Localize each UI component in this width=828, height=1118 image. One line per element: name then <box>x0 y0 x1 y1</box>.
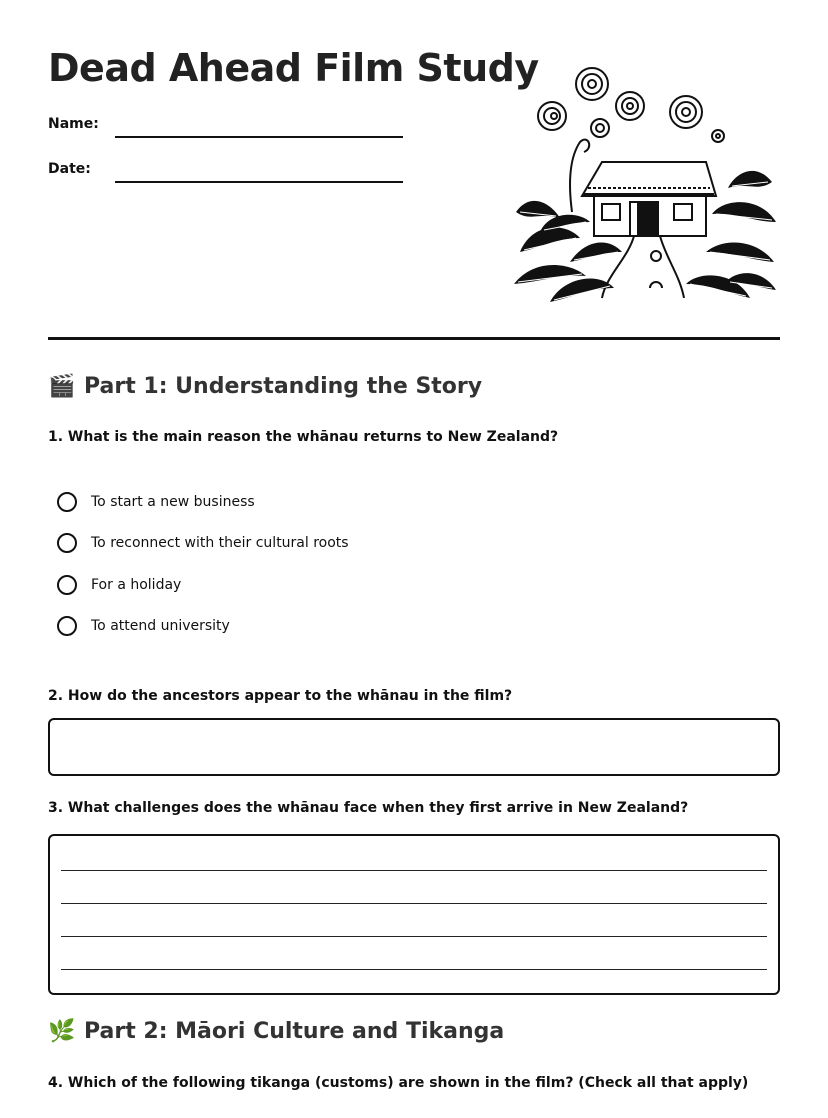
page-title: Dead Ahead Film Study <box>48 46 539 90</box>
clapperboard-icon: 🎬 <box>48 374 76 399</box>
radio-button[interactable] <box>57 575 77 595</box>
option-label: To reconnect with their cultural roots <box>91 535 349 551</box>
name-field-row <box>48 116 403 132</box>
q1-option-3[interactable] <box>57 575 181 595</box>
writing-line <box>61 903 767 904</box>
question-2: 2. How do the ancestors appear to the whānau in the film? <box>48 688 513 704</box>
part1-heading <box>48 374 482 399</box>
writing-line <box>61 936 767 937</box>
writing-line <box>61 870 767 871</box>
q1-option-2[interactable] <box>57 533 349 553</box>
question-1: 1. What is the main reason the whānau returns to New Zealand? <box>48 429 559 445</box>
q1-option-4[interactable] <box>57 616 230 636</box>
name-field[interactable] <box>115 136 403 138</box>
date-field[interactable] <box>115 181 403 183</box>
part2-title: Part 2: Māori Culture and Tikanga <box>84 1019 505 1044</box>
q1-option-1[interactable] <box>57 492 255 512</box>
q3-answer-box[interactable] <box>48 834 780 995</box>
part1-title: Part 1: Understanding the Story <box>84 374 483 399</box>
writing-line <box>61 969 767 970</box>
radio-button[interactable] <box>57 533 77 553</box>
date-field-row <box>48 161 403 177</box>
option-label: For a holiday <box>91 577 182 593</box>
option-label: To start a new business <box>91 494 255 510</box>
radio-button[interactable] <box>57 616 77 636</box>
name-label: Name: <box>48 116 99 132</box>
question-4: 4. Which of the following tikanga (customs) are shown in the film? (Check all that apply) <box>48 1075 749 1091</box>
q2-answer-box[interactable] <box>48 718 780 776</box>
part2-heading <box>48 1019 504 1044</box>
swirl-clouds <box>538 68 724 142</box>
whare-illustration <box>510 62 780 302</box>
option-label: To attend university <box>91 618 230 634</box>
question-3: 3. What challenges does the whānau face when they first arrive in New Zealand? <box>48 800 689 816</box>
date-label: Date: <box>48 161 91 177</box>
herb-icon: 🌿 <box>48 1019 76 1044</box>
radio-button[interactable] <box>57 492 77 512</box>
section-divider <box>48 337 780 340</box>
